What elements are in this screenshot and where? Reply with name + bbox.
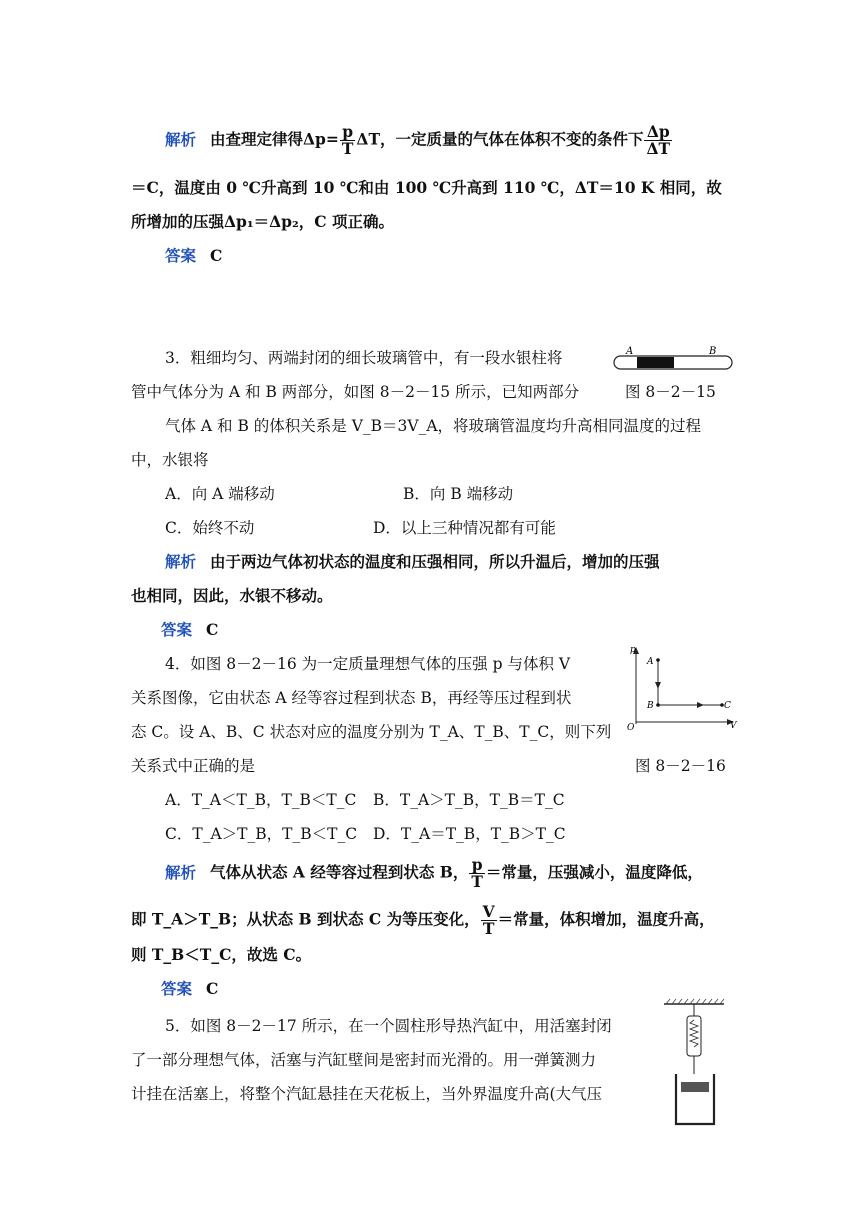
answer-label: 答案 [161, 980, 193, 998]
point-a [656, 658, 660, 662]
label-c: C [724, 701, 731, 711]
fraction-numerator: p [469, 857, 485, 874]
tube-label-a: A [626, 346, 634, 357]
q3-line-3: 气体 A 和 B 的体积关系是 V_B＝3V_A，将玻璃管温度均升高相同温度的过程 [165, 417, 702, 435]
text-span: 由于两边气体初状态的温度和压强相同，所以升温后，增加的压强 [210, 552, 660, 571]
label-p: p [630, 645, 636, 655]
text-span: ΔT，一定质量的气体在体积不变的条件下 [356, 129, 644, 149]
arrow-down [655, 682, 661, 689]
spring-scale [687, 1016, 701, 1056]
option-c: C．始终不动 [165, 519, 255, 537]
q5-line-1: 5．如图 8－2－17 所示，在一个圆柱形导热汽缸中，用活塞封闭 [165, 1017, 612, 1035]
cylinder-figure [658, 996, 728, 1130]
analysis-label: 解析 [165, 130, 197, 149]
option-a: A．T_A＜T_B，T_B＜T_C [165, 791, 357, 809]
fraction [644, 124, 672, 157]
arrow-right [697, 702, 704, 708]
option-c: C．T_A＞T_B，T_B＜T_C [165, 825, 358, 843]
text-line: 则 T_B＜T_C，故选 C。 [131, 945, 312, 964]
q5-line-2: 了一部分理想气体，活塞与汽缸壁间是密封而光滑的。用一弹簧测力 [131, 1051, 597, 1069]
q3-line-1: 3．粗细均匀、两端封闭的细长玻璃管中，有一段水银柱将 [165, 349, 563, 367]
answer-label: 答案 [161, 621, 193, 639]
fraction [340, 124, 356, 157]
q3-line-4: 中，水银将 [131, 451, 209, 469]
label-v: V [730, 721, 737, 730]
fraction-denominator: T [471, 872, 483, 891]
text-span: ＝常量，压强减小，温度降低， [485, 862, 703, 882]
option-b: B．向 B 端移动 [403, 485, 514, 503]
analysis-line [165, 857, 703, 890]
figure-caption: 图 8－2－16 [635, 757, 726, 775]
fraction [469, 857, 485, 890]
fraction [481, 904, 497, 937]
text-line: 也相同，因此，水银不移动。 [131, 586, 333, 605]
text-span: 即 T_A＞T_B；从状态 B 到状态 C 为等压变化， [131, 909, 480, 929]
cylinder [676, 1074, 714, 1124]
option-d: D．以上三种情况都有可能 [373, 519, 556, 537]
q4-line-3: 态 C。设 A、B、C 状态对应的温度分别为 T_A、T_B、T_C，则下列 [131, 723, 612, 741]
answer-label: 答案 [165, 247, 197, 265]
analysis-line [165, 552, 660, 572]
fraction-numerator: p [340, 124, 356, 141]
fraction-denominator: T [341, 139, 354, 158]
q4-line-4: 关系式中正确的是 [131, 757, 256, 775]
fraction-numerator: V [482, 902, 495, 921]
text-line: 所增加的压强Δp₁＝Δp₂，C 项正确。 [131, 212, 395, 231]
analysis-label: 解析 [165, 553, 197, 571]
tube-figure [612, 344, 736, 374]
label-b: B [647, 701, 654, 711]
fraction-denominator: ΔT [646, 139, 671, 158]
q3-line-2: 管中气体分为 A 和 B 两部分，如图 8－2－15 所示，已知两部分 [131, 383, 580, 401]
option-b: B．T_A＞T_B，T_B＝T_C [373, 791, 565, 809]
text-line [131, 904, 715, 937]
q5-line-3: 计挂在活塞上，将整个汽缸悬挂在天花板上，当外界温度升高(大气压 [131, 1085, 603, 1103]
text-span: 气体从状态 A 经等容过程到状态 B， [210, 862, 469, 882]
text-line: ＝C，温度由 0 ℃升高到 10 ℃和由 100 ℃升高到 110 ℃，ΔT＝10 K 相同，故 [131, 178, 722, 197]
text-span: ＝常量，体积增加，温度升高， [497, 909, 715, 929]
fraction-denominator: T [482, 919, 495, 938]
label-a: A [647, 657, 654, 667]
pv-graph [626, 644, 744, 730]
text-span: 由查理定律得Δp= [210, 129, 339, 149]
answer-value: C [206, 979, 219, 998]
answer-line [165, 246, 222, 266]
analysis-label: 解析 [165, 863, 197, 882]
label-o: O [627, 723, 635, 730]
point-b [656, 703, 660, 707]
fraction-numerator: Δp [644, 124, 672, 141]
q4-line-2: 关系图像，它由状态 A 经等容过程到状态 B，再经等压过程到状 [131, 689, 572, 707]
tube-label-b: B [709, 346, 717, 357]
answer-line [161, 979, 218, 999]
answer-value: C [206, 620, 219, 639]
piston [681, 1082, 709, 1092]
analysis-line [165, 124, 673, 157]
option-d: D．T_A＝T_B，T_B＞T_C [373, 825, 566, 843]
q4-line-1: 4．如图 8－2－16 为一定质量理想气体的压强 p 与体积 V [165, 655, 571, 673]
answer-value: C [210, 246, 223, 265]
mercury-column [637, 357, 674, 368]
ceiling-hatch [666, 999, 724, 1004]
figure-caption: 图 8－2－15 [625, 383, 716, 401]
option-a: A．向 A 端移动 [165, 485, 275, 503]
answer-line [161, 620, 218, 640]
